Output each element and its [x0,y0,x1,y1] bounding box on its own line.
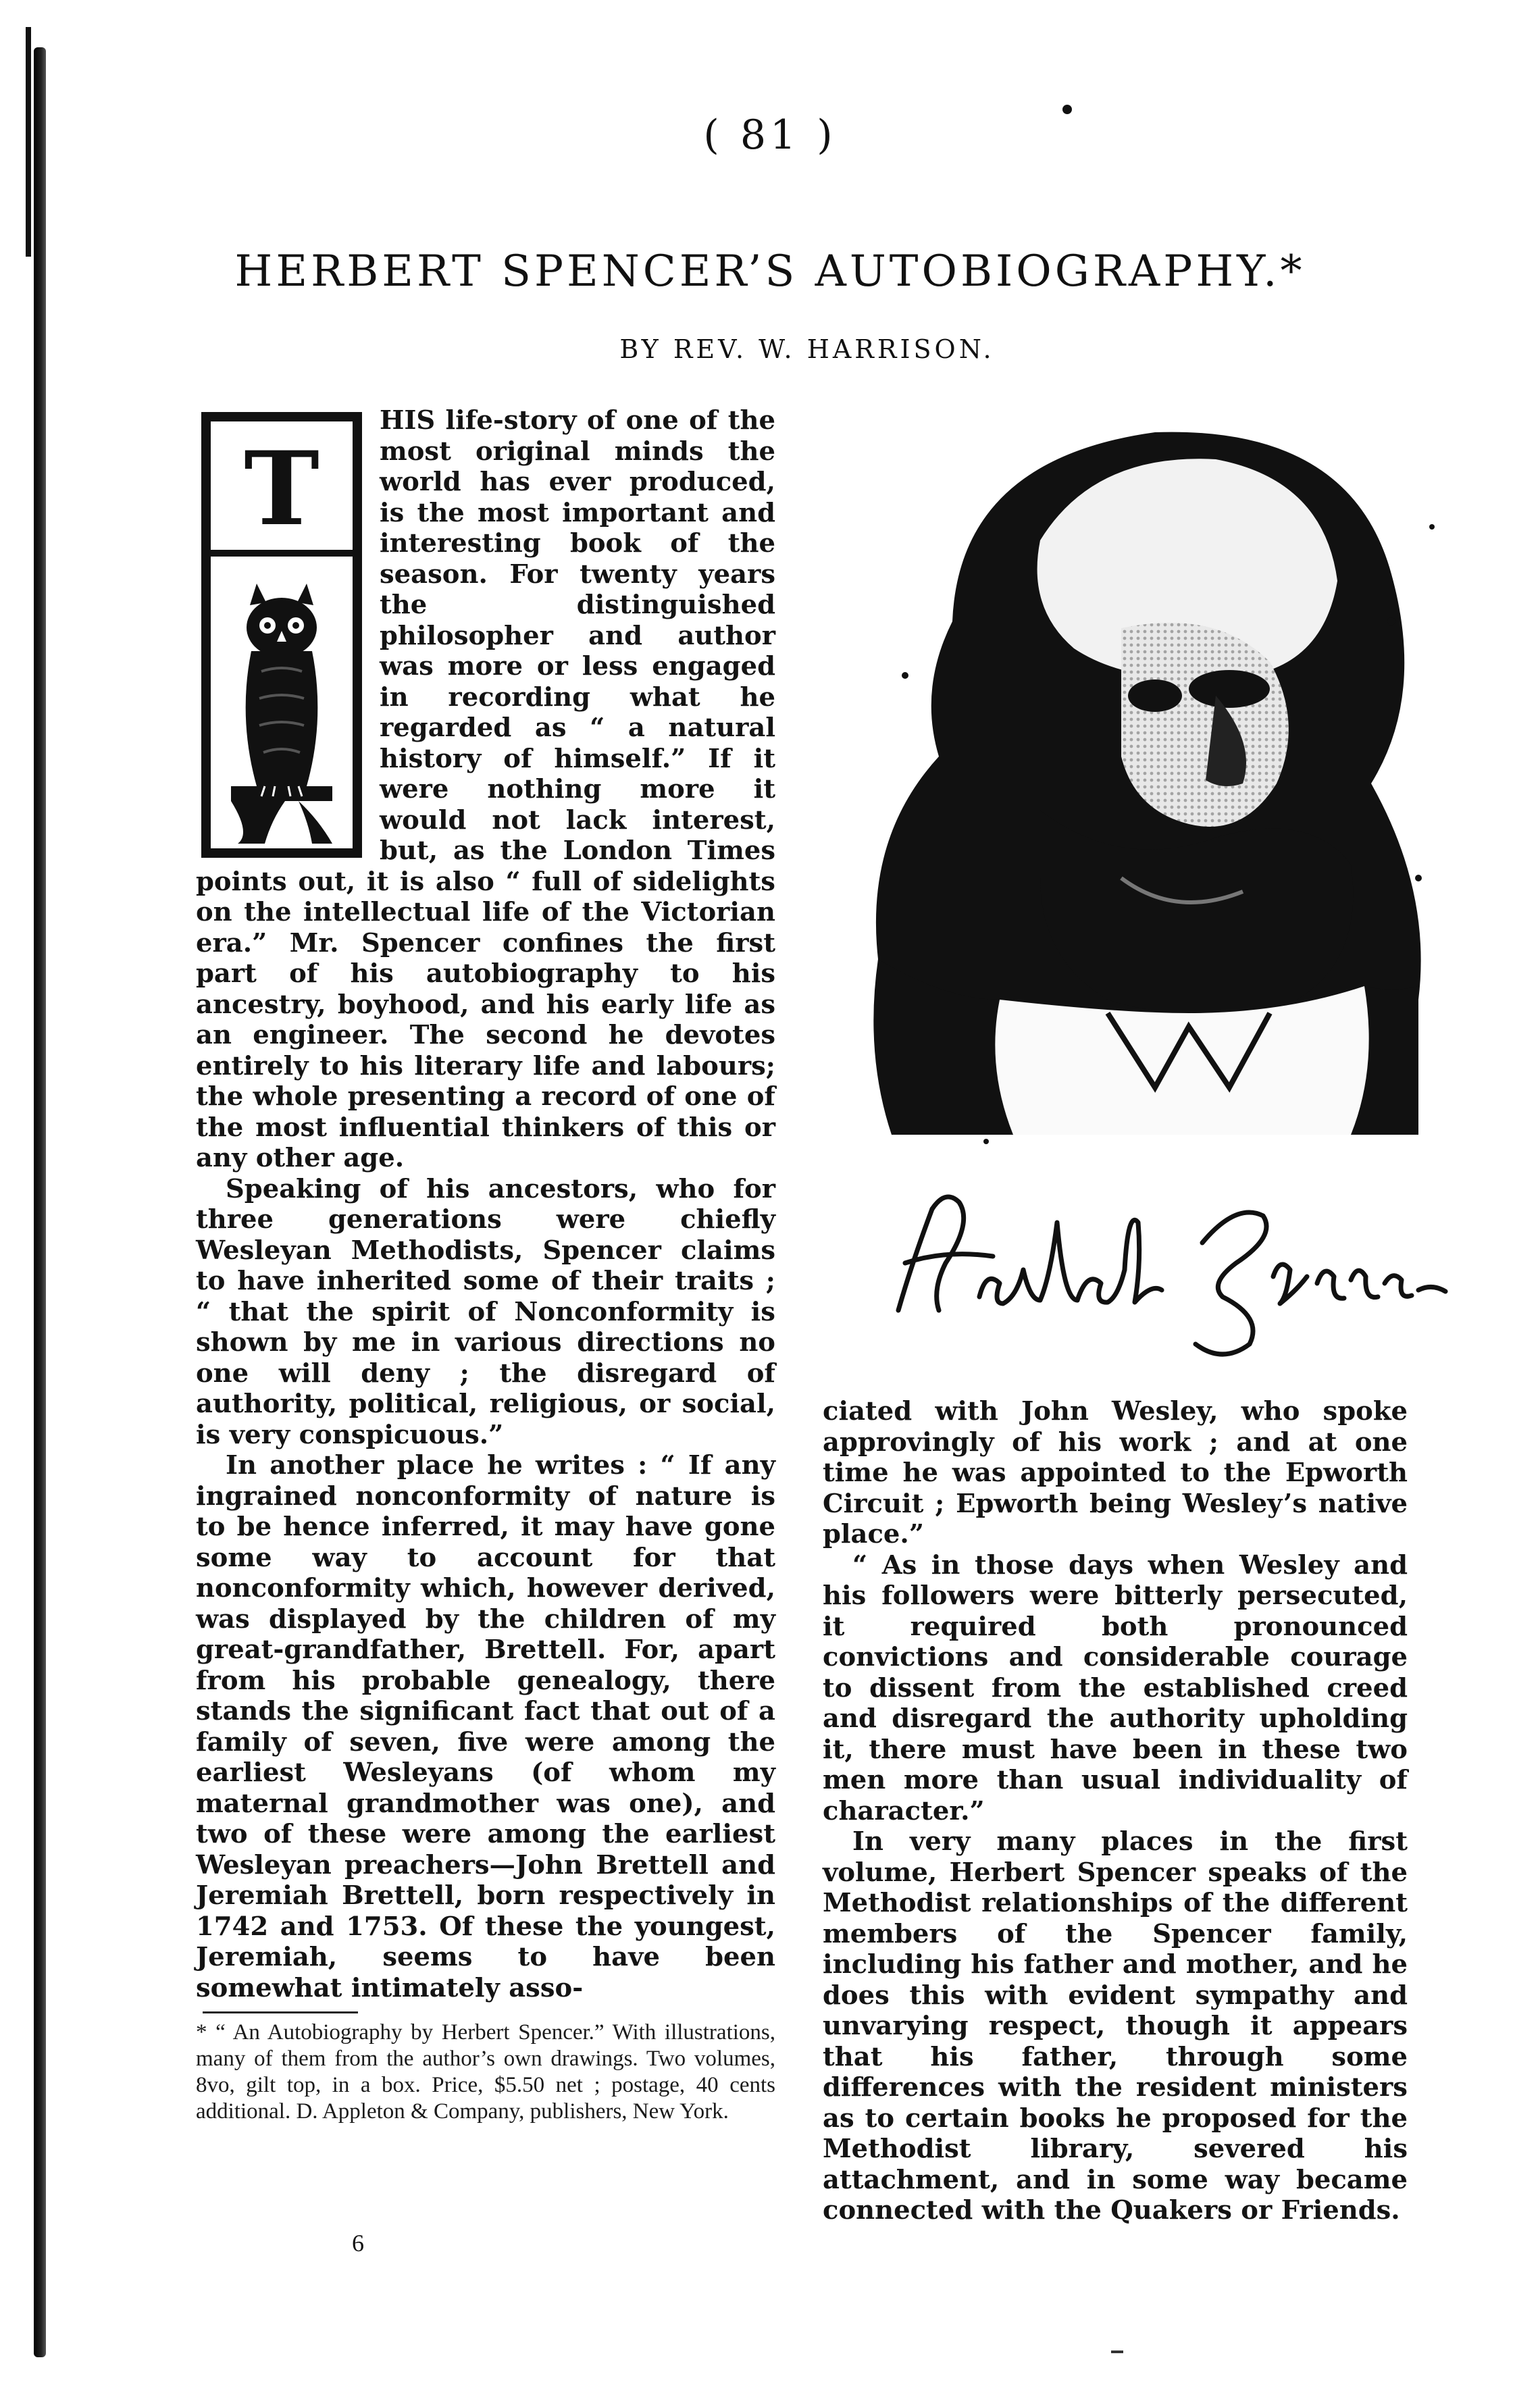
paragraph: “ As in those days when Wesley and his followers were bitterly persecuted, it required both pronounced convictions and considerable courage to dissent from the established creed and disregard the authority upholding it, there must have been in these two men more than usual individuality of character.” [823,1549,1408,1826]
footnote: * “ An Autobiography by Herbert Spencer.” With illustrations, many of them from the author’s own drawings. Two volumes, 8vo, gilt top, in a box. Price, $5.50 net ; postage, 40 cents additional. D. Appleton & Company, publishers, New York. [196,2020,775,2124]
ink-speck [1062,105,1072,114]
paragraph: In very many places in the first volume, Herbert Spencer speaks of the Methodist relationships of the different members of the Spencer family, including his father and mother, and he does this with evident sympathy and unvarying respect, though it appears that his father, through some differences with the resident ministers as to certain books he proposed for the Methodist library, severed his attachment, and in some way became connected with the Quakers or Friends. [823,1826,1408,2226]
paragraph: Speaking of his ancestors, who for three generations were chiefly Wesleyan Methodists, Spencer claims to have inherited some of their traits ; “ that the spirit of Nonconformity is shown by me in various directions no one will deny ; the disregard of authority, political, religious, or social, is very conspicuous.” [196,1173,775,1450]
article-title: HERBERT SPENCER’S AUTOBIOGRAPHY.* [234,247,1306,297]
portrait-icon [838,405,1459,1155]
right-column [823,1396,1408,2226]
footnote-rule [203,2011,358,2013]
byline: BY REV. W. HARRISON. [619,334,995,364]
paragraph: HIS life-story of one of the most original minds the world has ever produced, is the most important and interesting book of the season. For twenty years the distinguished philosopher and author was more or less engaged in recording what he regarded as “ a natural history of himself.” If it were nothing more it would not lack interest, but, as the London Times points out, it is also “ full of sidelights on the intellectual life of the Victorian era.” Mr. Spencer confines the first part of his autobiography to his ancestry, boyhood, and his early life as an engineer. The second he devotes entirely to his literary life and labours; the whole presenting a record of one of the most influential thinkers of this or any other age. [196,405,775,1173]
scan-binding-edge [34,47,46,2357]
autograph-signature [885,1182,1452,1358]
paragraph: In another place he writes : “ If any ingrained nonconformity of nature is to be hence inferred, it may have gone some way to account for that nonconformity which, however derived, was displayed by the children of my great-grandfather, Brettell. For, apart from his probable genealogy, there stands the significant fact that out of a family of seven, five were among the earliest Wesleyans (of whom my maternal grandmother was one), and two of these were among the earliest Wesleyan preachers—John Brettell and Jeremiah Brettell, born respectively in 1742 and 1753. Of these the youngest, Jeremiah, seems to have been somewhat intimately asso- [196,1450,775,2003]
paragraph: ciated with John Wesley, who spoke approvingly of his work ; and at one time he was appointed to the Epworth Circuit ; Epworth being Wesley’s native place.” [823,1396,1408,1549]
drop-cap-letter: T [211,421,353,557]
signature-mark: 6 [352,2230,364,2257]
owl-icon [224,563,339,847]
drop-cap-ornament [201,412,362,858]
page-number: ( 81 ) [703,111,837,159]
ink-speck [1111,2351,1123,2353]
left-column [196,405,775,2003]
